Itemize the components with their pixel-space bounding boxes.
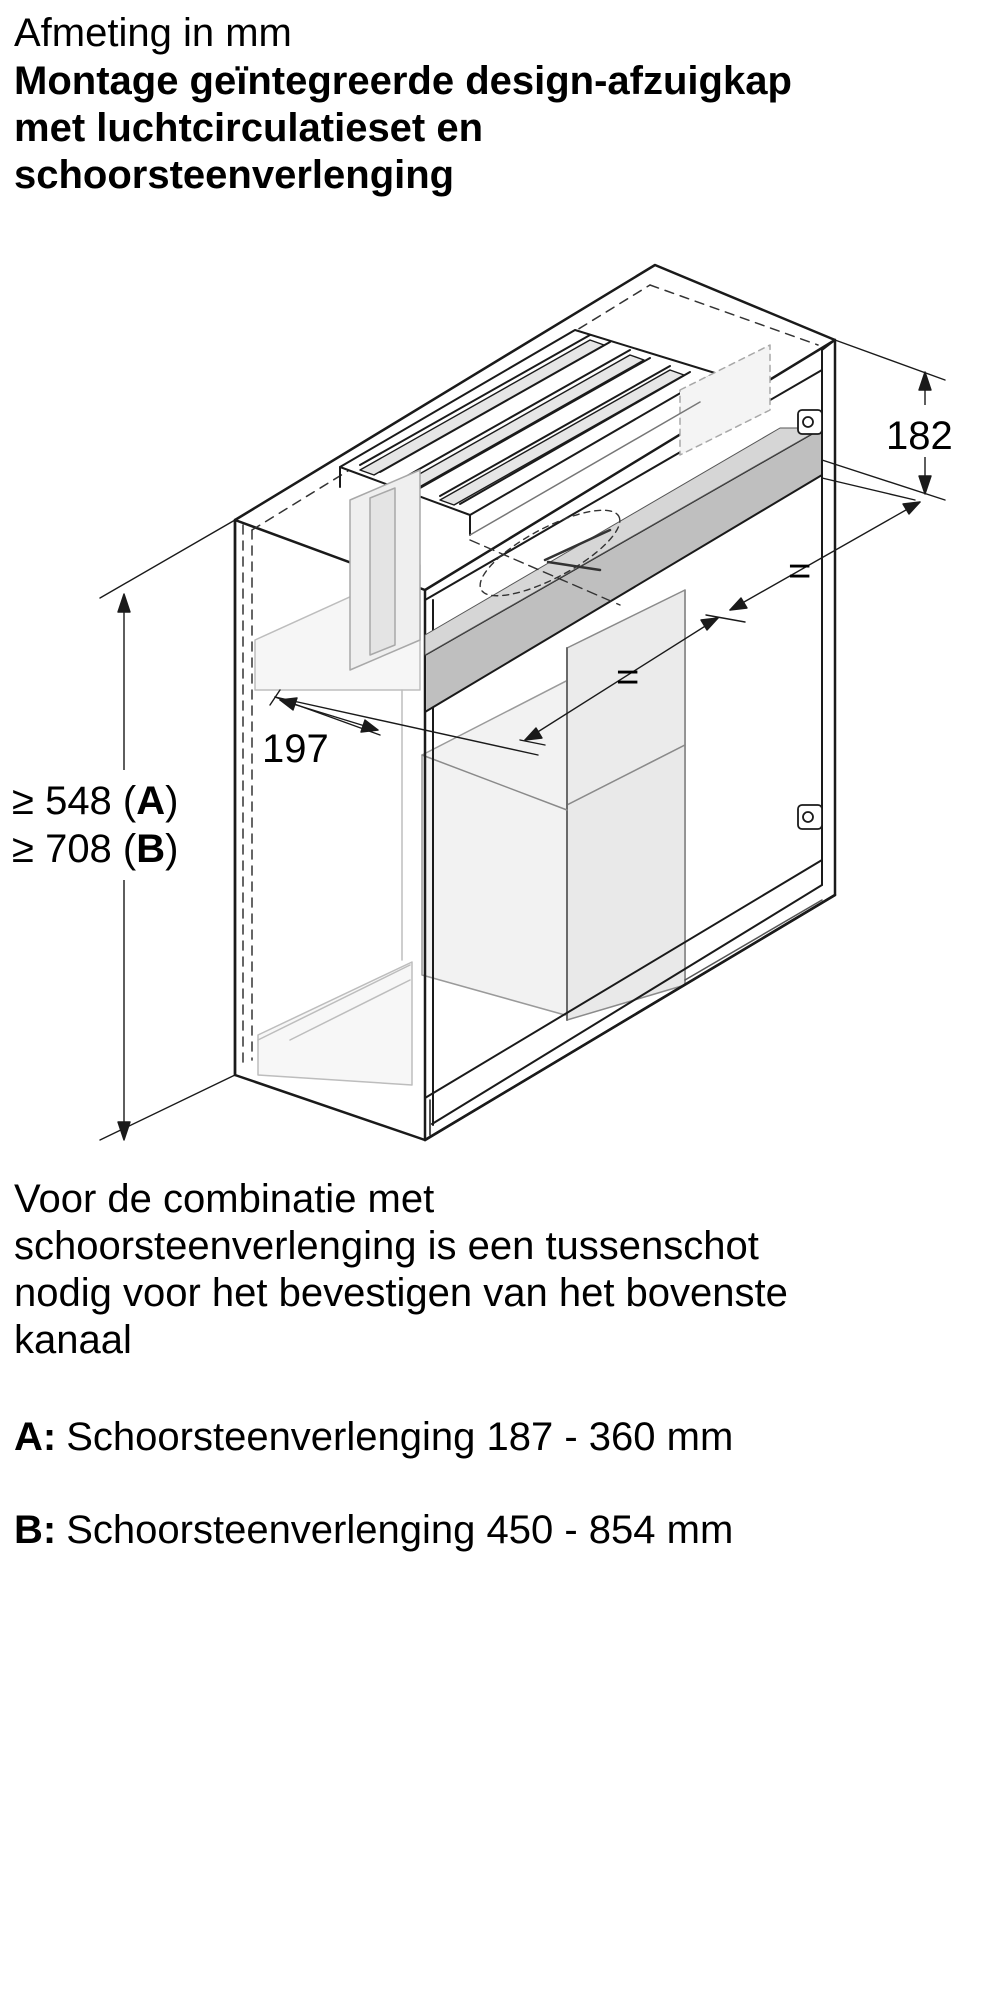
dimension-height-b-value: ≥ 708 ( bbox=[12, 827, 137, 871]
installation-drawing bbox=[0, 240, 1000, 1170]
dimension-height-a-value: ≥ 548 ( bbox=[12, 779, 137, 823]
note-a bbox=[14, 1414, 733, 1460]
description-line: kanaal bbox=[14, 1318, 132, 1362]
dimension-height-a-letter: A bbox=[136, 779, 166, 823]
page-title bbox=[14, 58, 984, 199]
dimension-equal-label: = bbox=[616, 655, 640, 699]
description-line: schoorsteenverlenging is een tussenschot bbox=[14, 1224, 759, 1268]
dimension-close-paren: ) bbox=[165, 827, 179, 871]
dimension-height-b-label bbox=[12, 827, 178, 871]
title-line: schoorsteenverlenging bbox=[14, 153, 455, 197]
note-b-label: B: bbox=[14, 1508, 57, 1552]
description-line: nodig voor het bevestigen van het bovenste bbox=[14, 1271, 788, 1315]
dimension-height-a-label bbox=[12, 779, 178, 823]
note-b bbox=[14, 1507, 733, 1553]
dimension-182-label: 182 bbox=[886, 414, 953, 458]
dimension-unit-label: Afmeting in mm bbox=[14, 11, 292, 55]
installation-description bbox=[14, 1176, 989, 1364]
title-line: Montage geïntegreerde design-afzuigkap bbox=[14, 59, 792, 103]
dimension-close-paren: ) bbox=[165, 779, 179, 823]
note-b-text: Schoorsteenverlenging 450 - 854 mm bbox=[66, 1508, 734, 1552]
title-line: met luchtcirculatieset en bbox=[14, 106, 484, 150]
dimension-height-b-letter: B bbox=[136, 827, 166, 871]
description-line: Voor de combinatie met bbox=[14, 1177, 435, 1221]
note-a-text: Schoorsteenverlenging 187 - 360 mm bbox=[66, 1415, 734, 1459]
note-a-label: A: bbox=[14, 1415, 57, 1459]
dimension-197-label: 197 bbox=[262, 727, 329, 771]
dimension-equal-label: = bbox=[788, 549, 812, 593]
